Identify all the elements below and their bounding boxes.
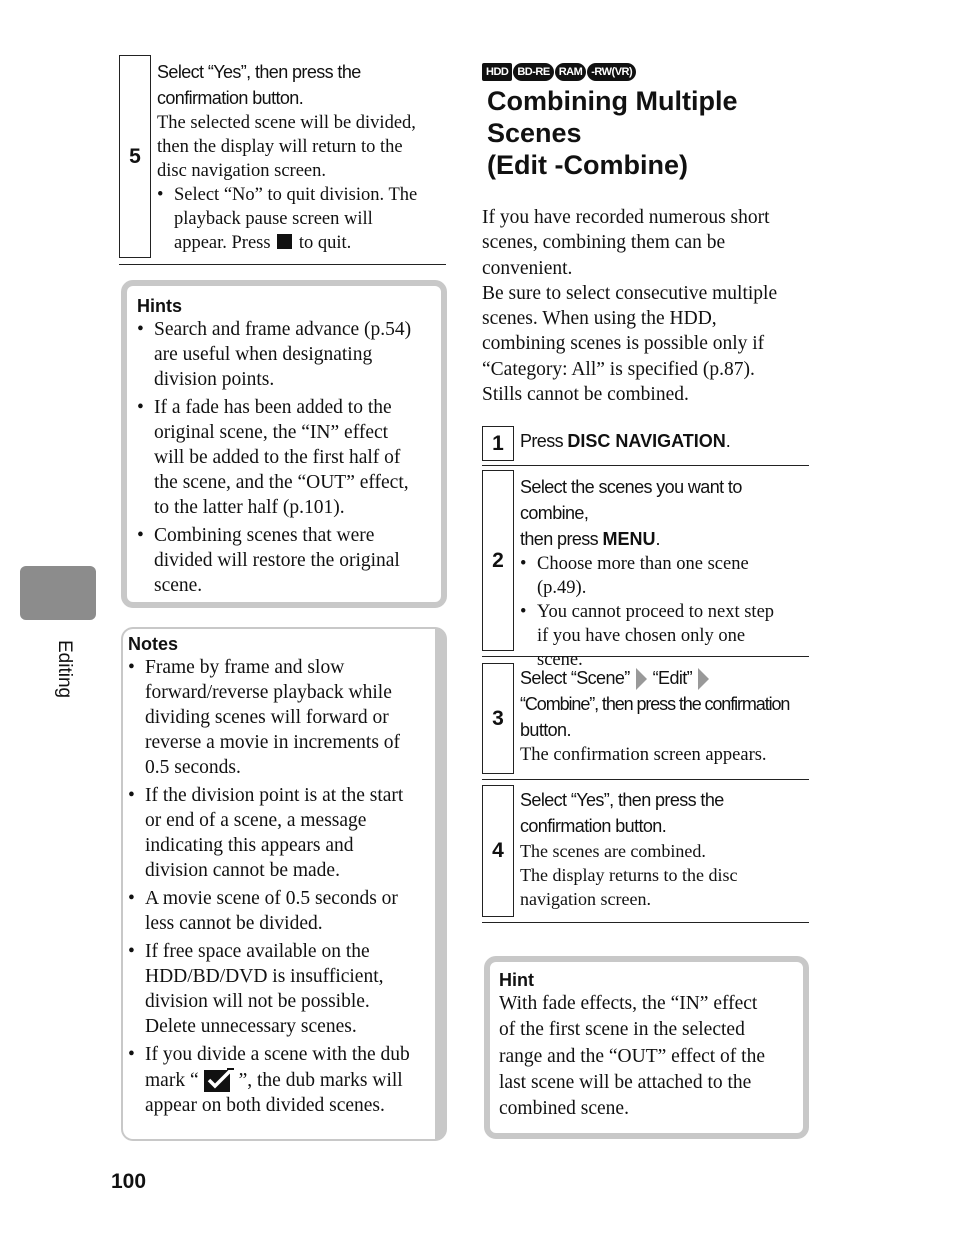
list-line: will be added to the first half of — [154, 447, 401, 468]
list-text: mark “ — [145, 1070, 199, 1091]
notes-list — [128, 655, 431, 1118]
step-4 — [482, 785, 809, 923]
heading-line — [520, 526, 809, 552]
hint-line: combined scene. — [499, 1098, 629, 1120]
body-line: then the display will return to the — [157, 137, 403, 157]
notes-title: Notes — [128, 634, 179, 654]
media-badge: RAM — [555, 63, 587, 81]
bullet-item: • Select “No” to quit division. The playback pause screen will appear. Press to quit. — [157, 185, 418, 253]
body-line: navigation screen. — [520, 889, 651, 909]
bullet-item: • Choose more than one scene (p.49). — [520, 554, 749, 598]
step-1 — [482, 426, 809, 466]
list-item: • If the division point is at the start or end of a scene, a message indicating this appears and division cannot be made. — [128, 785, 404, 881]
bullet-line: if you have chosen only one — [537, 626, 746, 646]
heading-text: “Edit” — [652, 668, 693, 688]
intro-line: Stills cannot be combined. — [482, 384, 689, 406]
page-number: 100 — [111, 1170, 147, 1193]
divider — [482, 465, 809, 466]
body-line: disc navigation screen. — [157, 161, 327, 181]
body-line: The scenes are combined. — [520, 841, 706, 861]
hint-line: With fade effects, the “IN” effect — [499, 993, 758, 1014]
divider — [119, 264, 446, 265]
hints-list — [137, 317, 433, 598]
hint-title: Hint — [499, 970, 534, 990]
list-text: ”, the dub marks will — [238, 1070, 403, 1091]
step-body — [157, 111, 446, 255]
notes-box — [121, 627, 447, 1141]
bullet-line: Select “No” to quit division. The — [174, 185, 418, 205]
list-line: forward/reverse playback while — [145, 682, 392, 703]
list-line: divided will restore the original — [154, 550, 400, 571]
list-line — [145, 1067, 410, 1093]
heading-text: . — [725, 431, 731, 451]
divider — [482, 922, 809, 923]
list-line: scene. — [154, 575, 203, 596]
list-item: • Frame by frame and slow forward/reverse playback while dividing scenes will forward or reverse a movie in increments of 0.5 seconds. — [128, 657, 401, 778]
step-number: 1 — [482, 426, 514, 461]
list-line: Combining scenes that were — [154, 525, 375, 546]
step-number: 4 — [482, 785, 514, 917]
list-line: division cannot be made. — [145, 860, 340, 881]
heading-line: “Combine”, then press the confirmation — [520, 694, 790, 714]
hint-line: of the first scene in the selected — [499, 1019, 745, 1041]
list-line: Frame by frame and slow — [145, 657, 345, 678]
chapter-label: Editing — [54, 640, 75, 699]
heading-line: Select the scenes you want to combine, — [520, 477, 742, 523]
bullet-line: Choose more than one scene — [537, 554, 749, 574]
bullet-item: • You cannot proceed to next step if you have chosen only one scene. — [520, 602, 775, 670]
list-line: If the division point is at the start — [145, 785, 404, 806]
list-item: • If free space available on the HDD/BD/DVD is insufficient, division will not be possible. Delete unnecessary scenes. — [128, 941, 384, 1037]
stop-square-icon — [277, 234, 292, 249]
media-badge: -RW(VR) — [587, 63, 636, 81]
heading-text: then press — [520, 529, 603, 549]
list-line: division points. — [154, 369, 275, 390]
heading-text: . — [655, 529, 660, 549]
heading-line: confirmation button. — [520, 816, 667, 836]
intro-line: Be sure to select consecutive multiple — [482, 282, 778, 304]
title-line: (Edit -Combine) — [487, 150, 688, 180]
list-line: indicating this appears and — [145, 835, 354, 856]
list-line: are useful when designating — [154, 344, 373, 365]
step-body — [520, 743, 809, 767]
step-heading — [520, 787, 809, 839]
heading-line — [520, 665, 809, 691]
list-item: • If you divide a scene with the dub mark “ ”, the dub marks will appear on both divided scenes. — [128, 1044, 410, 1116]
step-3 — [482, 663, 809, 780]
intro-line: combining scenes is possible only if — [482, 333, 765, 355]
list-line: If you divide a scene with the dub — [145, 1044, 410, 1065]
arrow-right-icon — [636, 668, 647, 690]
step-2 — [482, 470, 809, 670]
bullet-text: to quit. — [298, 233, 352, 253]
list-line: less cannot be divided. — [145, 913, 323, 934]
step-body — [520, 839, 809, 911]
step-number: 5 — [119, 55, 151, 258]
intro-line: scenes, combining them can be — [482, 232, 726, 254]
list-item: • Search and frame advance (p.54) are useful when designating division points. — [137, 319, 412, 390]
list-item: • Combining scenes that were divided will restore the original scene. — [137, 525, 400, 596]
list-item: • A movie scene of 0.5 seconds or less cannot be divided. — [128, 888, 398, 934]
list-line: Search and frame advance (p.54) — [154, 319, 412, 340]
bullet-text: appear. Press — [174, 233, 271, 253]
intro-line: scenes. When using the HDD, — [482, 308, 717, 330]
list-line: If a fade has been added to the — [154, 397, 392, 418]
intro-line: convenient. — [482, 257, 573, 279]
bullet-line: (p.49). — [537, 578, 587, 598]
list-item: • If a fade has been added to the original scene, the “IN” effect will be added to the first half of the scene, and the “OUT” effect, to the latter half (p.101). — [137, 397, 409, 518]
step-number: 2 — [482, 470, 514, 651]
title-line: Scenes — [487, 118, 582, 148]
bullet-line — [174, 231, 417, 255]
arrow-right-icon — [698, 668, 709, 690]
step-heading — [157, 59, 446, 111]
step-5 — [119, 55, 446, 265]
list-line: appear on both divided scenes. — [145, 1095, 385, 1116]
media-badges — [482, 62, 637, 81]
bullet-line: playback pause screen will — [174, 209, 373, 229]
list-line: to the latter half (p.101). — [154, 497, 345, 518]
media-badge: HDD — [482, 63, 512, 81]
intro-line: “Category: All” is specified (p.87). — [482, 358, 755, 380]
list-line: division will not be possible. — [145, 991, 370, 1012]
list-line: 0.5 seconds. — [145, 757, 241, 778]
title-line: Combining Multiple — [487, 86, 738, 116]
step-heading — [520, 665, 809, 743]
step-heading — [520, 428, 809, 454]
step-body — [520, 552, 809, 672]
heading-text: Select “Scene” — [520, 668, 630, 688]
intro-line: If you have recorded numerous short — [482, 207, 770, 228]
step-heading — [520, 474, 809, 552]
hints-title: Hints — [137, 296, 182, 316]
list-line: If free space available on the — [145, 941, 370, 962]
heading-line: confirmation button. — [157, 88, 304, 108]
list-line: Delete unnecessary scenes. — [145, 1016, 357, 1037]
divider — [482, 779, 809, 780]
media-badge: BD-RE — [513, 63, 553, 81]
list-line: or end of a scene, a message — [145, 810, 367, 831]
heading-line: Select “Yes”, then press the — [157, 62, 361, 82]
list-line: the scene, and the “OUT” effect, — [154, 472, 409, 493]
body-line: The selected scene will be divided, — [157, 113, 416, 133]
button-name: DISC NAVIGATION — [567, 431, 726, 451]
bullet-line: scene. — [537, 650, 583, 670]
hint-box — [484, 956, 809, 1139]
section-title — [487, 85, 737, 181]
list-line: HDD/BD/DVD is insufficient, — [145, 966, 384, 987]
dub-checkmark-icon — [203, 1067, 235, 1093]
list-line: dividing scenes will forward or — [145, 707, 389, 728]
heading-line: button. — [520, 720, 571, 740]
list-line: A movie scene of 0.5 seconds or — [145, 888, 398, 909]
chapter-tab — [20, 566, 96, 620]
list-line: original scene, the “IN” effect — [154, 422, 389, 443]
body-line: The confirmation screen appears. — [520, 745, 767, 765]
heading-line: Select “Yes”, then press the — [520, 790, 724, 810]
bullet-line: You cannot proceed to next step — [537, 602, 775, 622]
list-line: reverse a movie in increments of — [145, 732, 401, 753]
button-name: MENU — [602, 529, 656, 549]
hint-line: range and the “OUT” effect of the — [499, 1045, 766, 1067]
intro-paragraph — [482, 205, 777, 407]
step-number: 3 — [482, 663, 514, 774]
heading-text: Press — [520, 431, 568, 451]
hint-text — [499, 991, 797, 1122]
body-line: The display returns to the disc — [520, 865, 738, 885]
hints-box — [121, 280, 447, 608]
hint-line: last scene will be attached to the — [499, 1071, 752, 1093]
